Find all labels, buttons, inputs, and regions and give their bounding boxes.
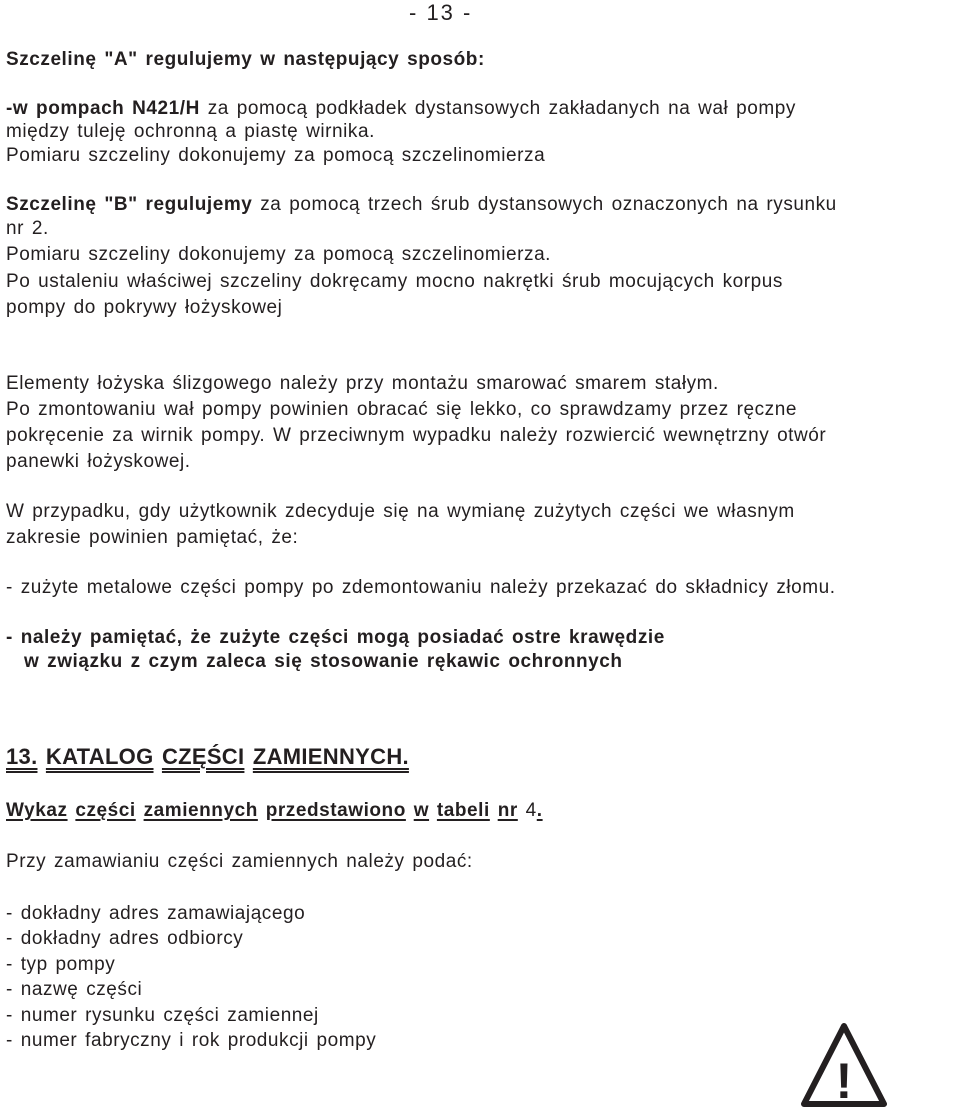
gap-a-line-2: między tuleję ochronną a piastę wirnika.	[6, 121, 375, 142]
ordering-item: - numer rysunku części zamiennej	[6, 1005, 319, 1026]
gap-b-line-1-rest: za pomocą trzech śrub dystansowych oznaczonych na rysunku	[252, 194, 837, 215]
subtitle-word: przedstawiono	[265, 800, 406, 821]
subtitle-word: nr	[497, 800, 518, 821]
ordering-item: - dokładny adres zamawiającego	[6, 903, 306, 924]
subtitle-word: tabeli	[436, 800, 490, 821]
gap-b-line-5: pompy do pokrywy łożyskowej	[6, 297, 283, 318]
gap-b-label: Szczelinę "B" regulujemy	[6, 194, 253, 215]
page-number: - 13 -	[409, 0, 473, 25]
subtitle-word: zamiennych	[143, 800, 258, 821]
section-number: 13.	[6, 744, 38, 769]
subtitle-period: .	[536, 800, 543, 821]
scrap-note: - zużyte metalowe części pompy po zdemontowaniu należy przekazać do składnicy złomu.	[6, 577, 836, 598]
bearings-line-4: panewki łożyskowej.	[6, 451, 191, 472]
gap-a-intro: Szczelinę "A" regulujemy w następujący sposób:	[6, 49, 485, 70]
subtitle-word: w	[413, 800, 430, 821]
section-title-word: KATALOG	[45, 744, 154, 769]
ordering-item: - dokładny adres odbiorcy	[6, 928, 244, 949]
replacement-line-2: zakresie powinien pamiętać, że:	[6, 527, 299, 548]
subtitle-word: Wykaz	[6, 800, 68, 821]
bearings-line-1: Elementy łożyska ślizgowego należy przy montażu smarować smarem stałym.	[6, 373, 719, 394]
subtitle-word: części	[75, 800, 136, 821]
gap-a-line-1	[6, 97, 796, 120]
section-title-word: ZAMIENNYCH.	[252, 744, 409, 769]
pump-model-label: -w pompach N421/H	[6, 98, 200, 119]
gap-b-line-1	[6, 193, 837, 216]
gap-a-line-1-rest: za pomocą podkładek dystansowych zakładanych na wał pompy	[199, 98, 796, 119]
ordering-item: - numer fabryczny i rok produkcji pompy	[6, 1030, 377, 1051]
safety-warning-line-1: - należy pamiętać, że zużyte części mogą posiadać ostre krawędzie	[6, 627, 665, 648]
parts-list-reference	[6, 799, 543, 822]
safety-warning-line-2: w związku z czym zaleca się stosowanie rękawic ochronnych	[24, 651, 623, 672]
ordering-item: - typ pompy	[6, 954, 116, 975]
section-heading	[6, 744, 409, 770]
warning-triangle-icon	[800, 1020, 888, 1108]
bearings-line-2: Po zmontowaniu wał pompy powinien obracać się lekko, co sprawdzamy przez ręczne	[6, 399, 797, 420]
replacement-line-1: W przypadku, gdy użytkownik zdecyduje się na wymianę zużytych części we własnym	[6, 501, 795, 522]
bearings-line-3: pokręcenie za wirnik pompy. W przeciwnym wypadku należy rozwiercić wewnętrzny otwór	[6, 425, 827, 446]
warning-exclamation: !	[835, 1053, 853, 1108]
table-number: 4	[525, 800, 537, 821]
gap-a-line-3: Pomiaru szczeliny dokonujemy za pomocą szczelinomierza	[6, 145, 546, 166]
gap-b-line-2: nr 2.	[6, 218, 49, 239]
gap-b-line-3: Pomiaru szczeliny dokonujemy za pomocą szczelinomierza.	[6, 244, 552, 265]
ordering-intro: Przy zamawianiu części zamiennych należy podać:	[6, 851, 473, 872]
gap-b-line-4: Po ustaleniu właściwej szczeliny dokręcamy mocno nakrętki śrub mocujących korpus	[6, 271, 783, 292]
section-title-word: CZĘŚCI	[161, 744, 245, 769]
ordering-item: - nazwę części	[6, 979, 143, 1000]
